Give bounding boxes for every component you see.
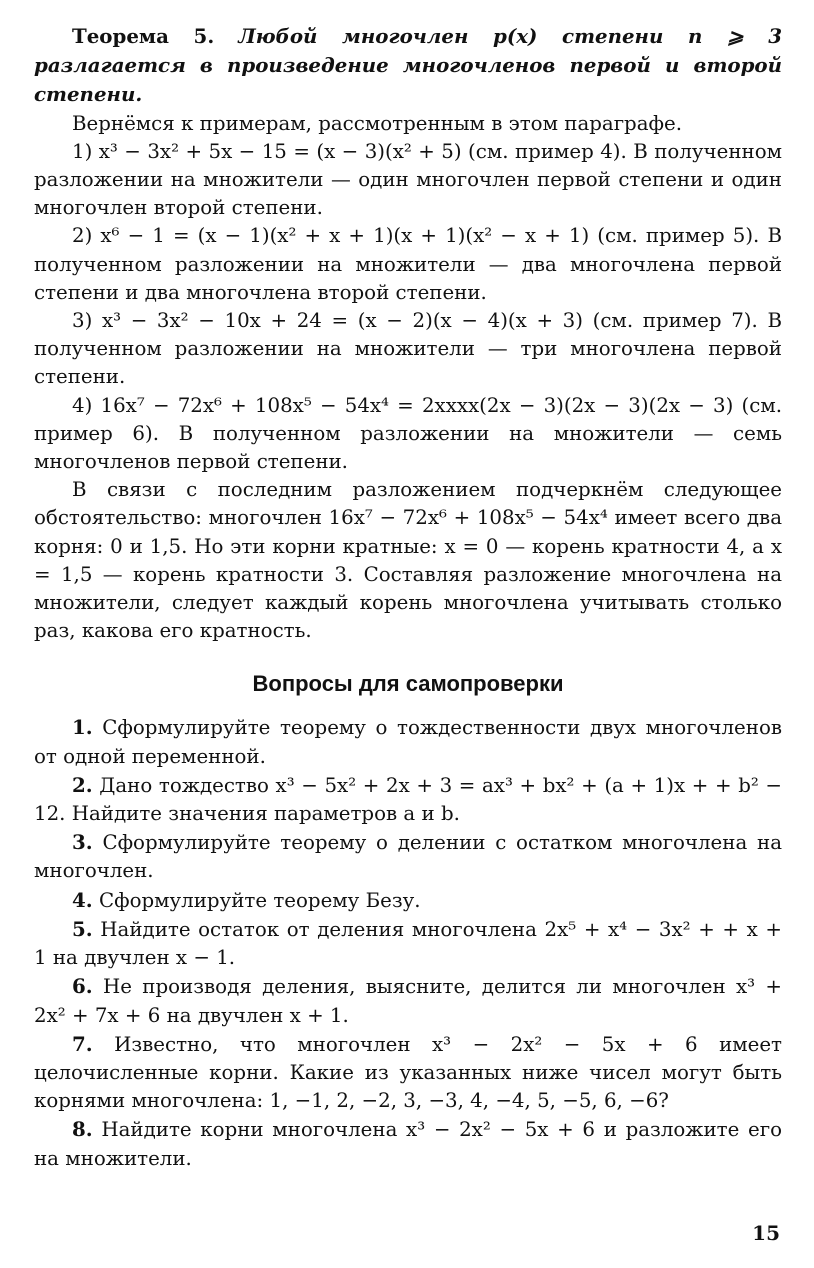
textbook-page [34, 22, 782, 1173]
question-number: 2. [72, 772, 93, 797]
example-3: 3) x³ − 3x² − 10x + 24 = (x − 2)(x − 4)(x + 3) (см. пример 7). В полученном разложении на множители — три многочлена первой степени. [34, 309, 782, 389]
question-text: Сформулируйте теорему о делении с остатком многочлена на многочлен. [34, 831, 782, 883]
question-text: Сформулируйте теорему Безу. [98, 888, 421, 912]
theorem-label: Теорема 5. [72, 24, 215, 48]
question-8 [34, 1115, 782, 1172]
section-heading: Вопросы для самопроверки [252, 671, 564, 697]
intro-paragraph: Вернёмся к примерам, рассмотренным в этом параграфе. [72, 111, 682, 135]
question-number: 6. [72, 974, 93, 999]
question-5 [34, 915, 782, 972]
theorem-5 [34, 22, 782, 110]
example-2: 2) x⁶ − 1 = (x − 1)(x² + x + 1)(x + 1)(x² − x + 1) (см. пример 5). В полученном разложении на множители — два многочлена первой степени и два многочлена второй степени. [34, 224, 782, 304]
remark-paragraph: В связи с последним разложением подчеркнём следующее обстоятельство: многочлен 16x⁷ − 72x⁶ + 108x⁵ − 54x⁴ имеет всего два корня: 0 и 1,5. Но эти корни кратные: x = 0 — корень кратности 4, а x = 1,5 — корень кратности 3. Составляя разложение многочлена на множители, следует каждый корень многочлена учитывать столько раз, какова его кратность. [34, 478, 782, 643]
example-4: 4) 16x⁷ − 72x⁶ + 108x⁵ − 54x⁴ = 2xxxx(2x − 3)(2x − 3)(2x − 3) (см. пример 6). В полученном разложении на множители — семь многочленов первой степени. [34, 393, 782, 474]
question-text: Известно, что многочлен x³ − 2x² − 5x + 6 имеет целочисленные корни. Какие из указанных ниже чисел могут быть корнями многочлена: 1, −1, 2, −2, 3, −3, 4, −4, 5, −5, 6, −6? [34, 1032, 782, 1113]
example-1: 1) x³ − 3x² + 5x − 15 = (x − 3)(x² + 5) (см. пример 4). В полученном разложении на множители — один многочлен первой степени и один многочлен второй степени. [34, 139, 782, 220]
question-3 [34, 828, 782, 885]
question-text: Найдите остаток от деления многочлена 2x⁵ + x⁴ − 3x² + + x + 1 на двучлен x − 1. [34, 917, 782, 970]
page-number: 15 [752, 1221, 780, 1245]
question-2 [34, 771, 782, 828]
question-number: 4. [72, 887, 93, 912]
question-number: 7. [72, 1031, 93, 1056]
question-text: Дано тождество x³ − 5x² + 2x + 3 = ax³ + bx² + (a + 1)x + + b² − 12. Найдите значения параметров a и b. [34, 773, 782, 826]
question-text: Не производя деления, выясните, делится ли многочлен x³ + 2x² + 7x + 6 на двучлен x + 1. [34, 975, 782, 1027]
question-4 [34, 886, 782, 915]
question-6 [34, 972, 782, 1029]
question-1 [34, 713, 782, 770]
question-number: 1. [72, 715, 93, 740]
question-7 [34, 1030, 782, 1116]
question-text: Сформулируйте теорему о тождественности двух многочленов от одной переменной. [34, 716, 782, 768]
question-number: 8. [72, 1117, 93, 1142]
theorem-text: Любой многочлен p(x) степени n ⩾ 3 разлагается в произведение многочленов первой и второй степени. [34, 24, 782, 107]
question-text: Найдите корни многочлена x³ − 2x² − 5x + 6 и разложите его на множители. [34, 1118, 782, 1170]
question-number: 3. [72, 830, 93, 855]
question-number: 5. [72, 916, 93, 941]
